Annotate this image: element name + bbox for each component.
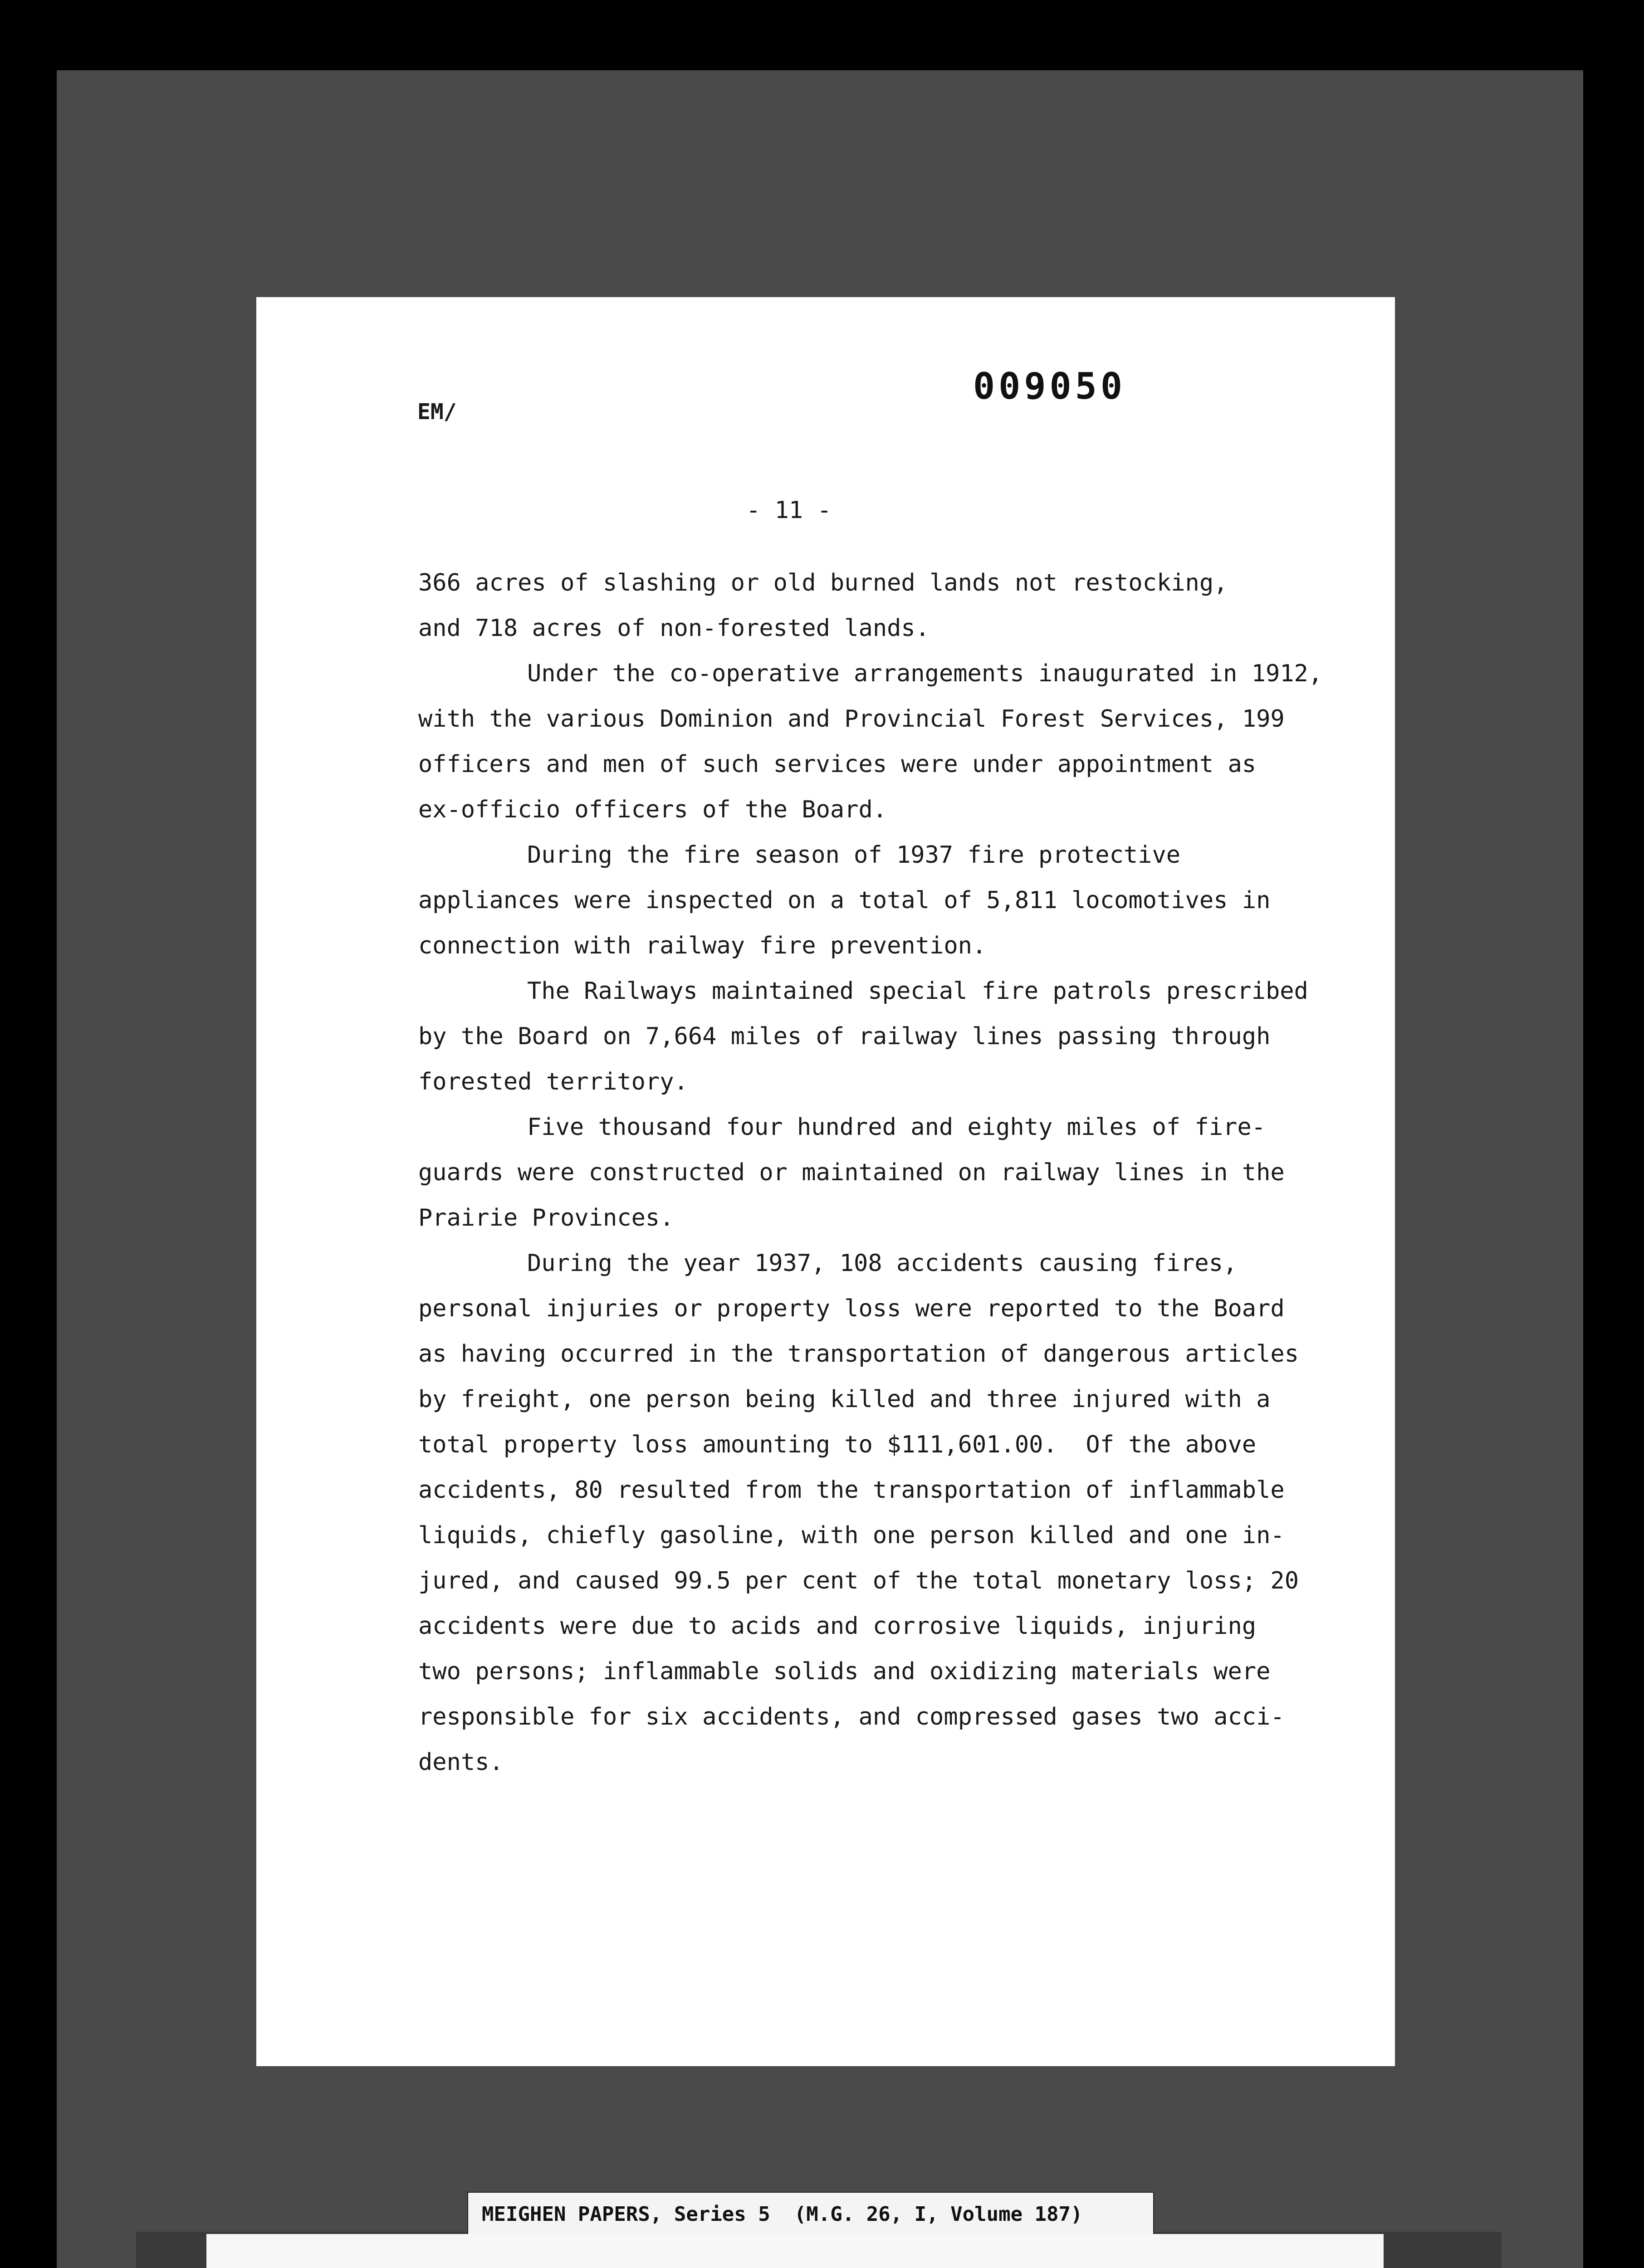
body-line: appliances were inspected on a total of 5,811 locomotives in <box>418 887 1271 914</box>
body-line: and 718 acres of non-forested lands. <box>418 615 930 642</box>
body-line: accidents were due to acids and corrosive liquids, injuring <box>418 1613 1257 1640</box>
body-line: ex-officio officers of the Board. <box>418 796 887 823</box>
body-line: Under the co-operative arrangements inaugurated in 1912, <box>527 660 1323 687</box>
body-line: 366 acres of slashing or old burned lands not restocking, <box>418 569 1228 596</box>
body-line: by freight, one person being killed and three injured with a <box>418 1386 1271 1413</box>
body-line: Prairie Provinces. <box>418 1204 674 1232</box>
page-stamp-number: 009050 <box>973 365 1126 407</box>
body-line: total property loss amounting to $111,601.00. Of the above <box>418 1431 1257 1458</box>
body-line: Five thousand four hundred and eighty miles of fire- <box>527 1114 1266 1141</box>
body-line: personal injuries or property loss were reported to the Board <box>418 1295 1285 1322</box>
archive-card <box>206 2234 1384 2268</box>
body-line: with the various Dominion and Provincial Forest Services, 199 <box>418 705 1285 733</box>
collection-label <box>467 2192 1154 2237</box>
reference-mark: EM/ <box>417 399 457 425</box>
body-line: guards were constructed or maintained on railway lines in the <box>418 1159 1285 1186</box>
body-line: During the year 1937, 108 accidents causing fires, <box>527 1250 1238 1277</box>
body-line: jured, and caused 99.5 per cent of the total monetary loss; 20 <box>418 1567 1299 1594</box>
body-line: accidents, 80 resulted from the transportation of inflammable <box>418 1476 1285 1504</box>
body-line: connection with railway fire prevention. <box>418 932 987 959</box>
body-line: officers and men of such services were under appointment as <box>418 751 1257 778</box>
body-line: as having occurred in the transportation of dangerous articles <box>418 1340 1299 1368</box>
body-line: two persons; inflammable solids and oxidizing materials were <box>418 1658 1271 1685</box>
body-line: by the Board on 7,664 miles of railway lines passing through <box>418 1023 1271 1050</box>
body-line: The Railways maintained special fire patrols prescribed <box>527 978 1308 1005</box>
body-line: During the fire season of 1937 fire protective <box>527 841 1181 869</box>
body-line: forested territory. <box>418 1068 688 1095</box>
body-line: liquids, chiefly gasoline, with one person killed and one in- <box>418 1522 1285 1549</box>
body-line: responsible for six accidents, and compressed gases two acci- <box>418 1703 1285 1730</box>
collection-label-text: MEIGHEN PAPERS, Series 5 (M.G. 26, I, Volume 187) <box>482 2203 1083 2226</box>
body-line: dents. <box>418 1749 504 1776</box>
typed-page <box>256 297 1395 2066</box>
page-number: - 11 - <box>746 497 832 524</box>
